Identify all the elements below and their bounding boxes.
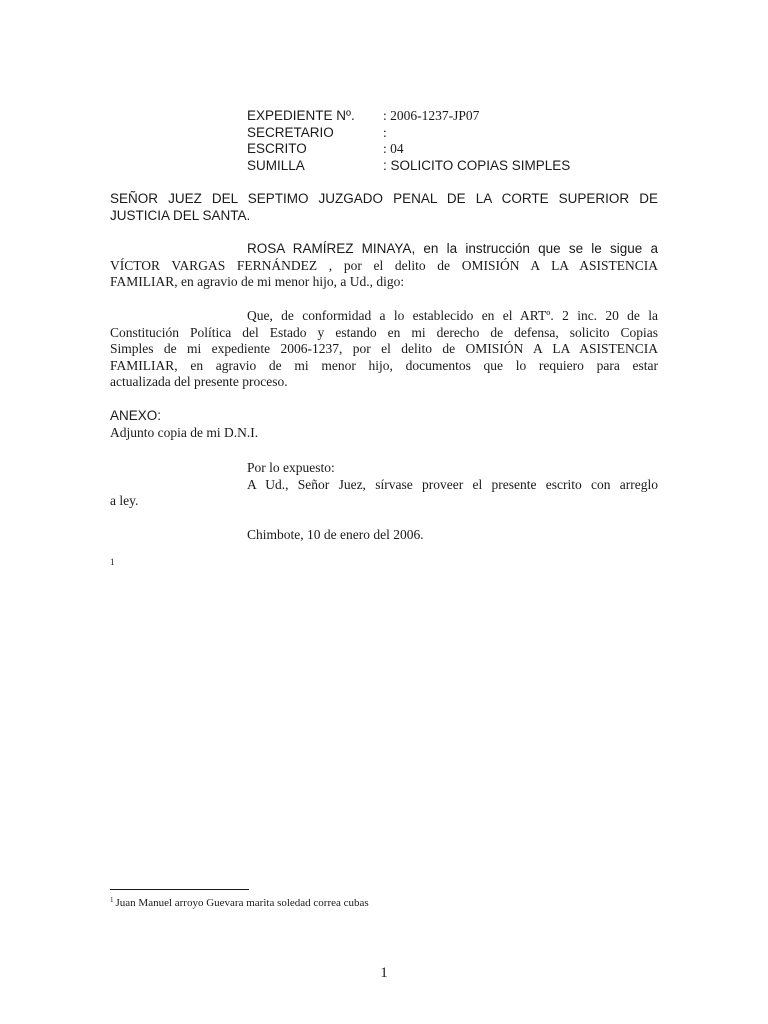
footnote-marker: 1: [110, 896, 114, 904]
header-value-sumilla: : SOLICITO COPIAS SIMPLES: [383, 158, 571, 173]
closing-line-1: Por lo expuesto:: [247, 460, 335, 475]
footnote-text: Juan Manuel arroyo Guevara marita soledad correa cubas: [115, 897, 369, 909]
intro-paragraph: [110, 241, 658, 291]
annex-item: Adjunto copia de mi D.N.I.: [110, 424, 259, 440]
footnote: [110, 893, 369, 910]
annex-heading: ANEXO:: [110, 408, 162, 423]
addressee-line-1: SEÑOR JUEZ DEL SEPTIMO JUZGADO PENAL DE LA CORTE SUPERIOR DE: [110, 191, 658, 206]
request-line-4: FAMILIAR, en agravio de mi menor hijo, documentos que lo requiero para estar: [110, 357, 658, 373]
closing-line-2: A Ud., Señor Juez, sírvase proveer el presente escrito con arreglo: [247, 476, 658, 492]
header-label-secretario: SECRETARIO: [247, 125, 334, 140]
addressee: [110, 191, 658, 224]
request-line-1: Que, de conformidad a lo establecido en el ARTº. 2 inc. 20 de la: [247, 308, 658, 323]
header-label-escrito: ESCRITO: [247, 141, 307, 156]
intro-line-1: ROSA RAMÍREZ MINAYA, en la instrucción que se le sigue a: [247, 241, 658, 256]
header-label-sumilla: SUMILLA: [247, 158, 305, 173]
annex-section: [110, 408, 658, 441]
addressee-line-2: JUSTICIA DEL SANTA.: [110, 207, 251, 223]
header-value-secretario: :: [383, 125, 387, 140]
place-date: [110, 527, 658, 544]
header-label-expediente: EXPEDIENTE Nº.: [247, 108, 355, 123]
intro-line-3: FAMILIAR, en agravio de mi menor hijo, a Ud., digo:: [110, 274, 405, 289]
request-paragraph: [110, 308, 658, 391]
page-number: 1: [380, 965, 388, 981]
header-value-escrito: : 04: [383, 141, 404, 156]
footnote-separator: [110, 889, 249, 890]
footnote-reference: 1: [110, 557, 115, 567]
intro-line-2: VÍCTOR VARGAS FERNÁNDEZ , por el delito de OMISIÓN A LA ASISTENCIA: [110, 257, 658, 273]
request-line-3: Simples de mi expediente 2006-1237, por el delito de OMISIÓN A LA ASISTENCIA: [110, 341, 658, 356]
request-line-2: Constitución Política del Estado y estando en mi derecho de defensa, solicito Copias: [110, 324, 658, 340]
closing-section: [110, 460, 658, 510]
request-line-5: actualizada del presente proceso.: [110, 374, 288, 389]
header-value-expediente: : 2006-1237-JP07: [383, 108, 480, 123]
place-date-text: Chimbote, 10 de enero del 2006.: [247, 527, 424, 542]
closing-line-3: a ley.: [110, 493, 139, 508]
